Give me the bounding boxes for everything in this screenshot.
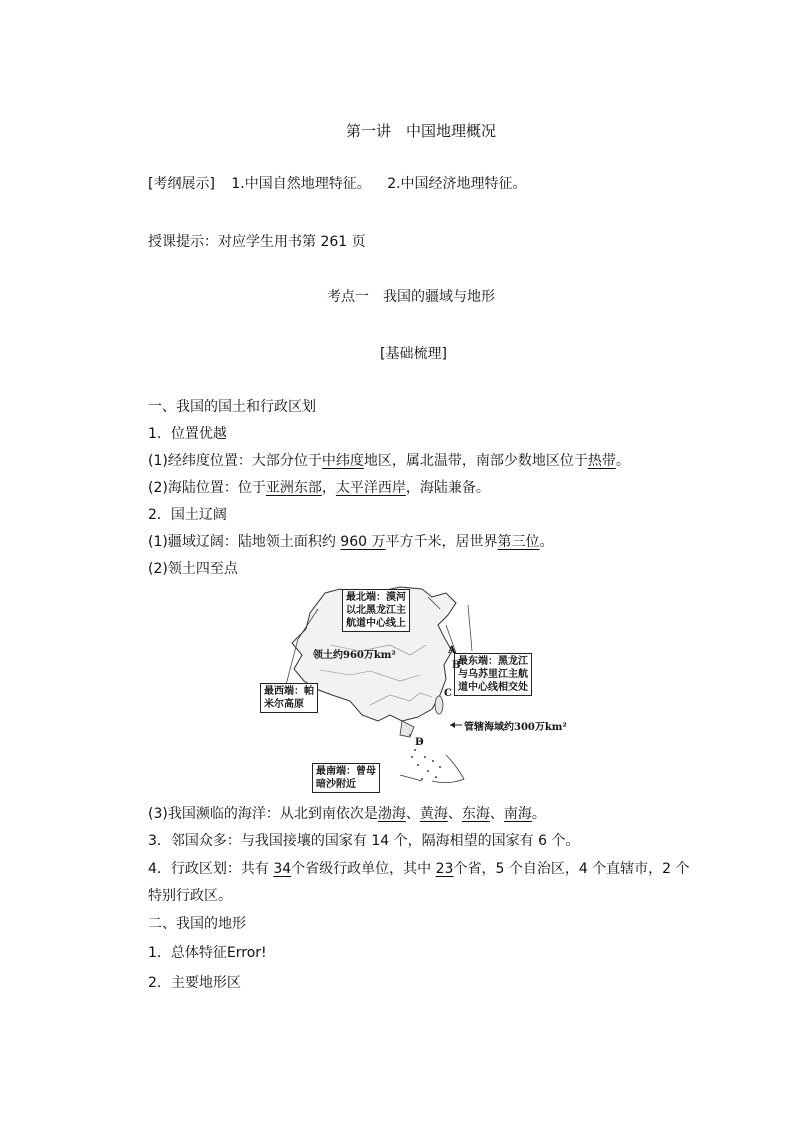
map-territory-area-label: 领土约960万km² bbox=[313, 650, 396, 661]
kaogang-item-1: 1.中国自然地理特征。 bbox=[231, 176, 371, 192]
text-span: 4．行政区划：共有 bbox=[148, 861, 274, 877]
four-extremes-line: (2)领土四至点 bbox=[148, 561, 238, 577]
section-title-kaodian: 考点一 我国的疆域与地形 bbox=[327, 289, 495, 305]
text-span: 个省级行政单位，其中 bbox=[291, 861, 436, 877]
label-line: 最南端：曾母 bbox=[316, 766, 376, 777]
terrain-overall-line: 1．总体特征Error! bbox=[148, 945, 267, 961]
text-span: 地区，属北温带，南部少数地区位于 bbox=[363, 453, 588, 469]
answer-underline: 渤海 bbox=[377, 806, 406, 822]
label-line: 最东端：黑龙江 bbox=[458, 656, 528, 667]
section-heading-2: 二、我国的地形 bbox=[148, 916, 246, 932]
answer-underline: 南海 bbox=[503, 806, 532, 822]
item-territory: 2．国土辽阔 bbox=[148, 507, 227, 523]
seas-line bbox=[148, 804, 546, 824]
answer-underline: 太平洋西岸 bbox=[335, 480, 406, 496]
map-point-c: C bbox=[444, 688, 452, 699]
text-span: 、 bbox=[405, 806, 420, 822]
answer-underline: 热带 bbox=[587, 453, 616, 469]
map-sea-area-label: 管辖海域约300万km² bbox=[464, 722, 567, 733]
label-line: 航道中心线上 bbox=[346, 618, 406, 629]
label-line: 暗沙附近 bbox=[316, 779, 356, 790]
label-line: 最北端：漠河 bbox=[346, 592, 406, 603]
latlon-location-line bbox=[148, 451, 630, 471]
admin-division-line-2: 特别行政区。 bbox=[148, 888, 232, 904]
lecture-hint: 授课提示：对应学生用书第 261 页 bbox=[148, 234, 366, 250]
answer-underline: 亚洲东部 bbox=[265, 480, 322, 496]
kaogang-item-2: 2.中国经济地理特征。 bbox=[387, 176, 527, 192]
map-label-east bbox=[454, 653, 532, 696]
kaogang-label: [考纲展示] bbox=[148, 176, 215, 192]
label-line: 与乌苏里江主航 bbox=[458, 669, 528, 680]
text-span: 个省，5 个自治区，4 个直辖市，2 个 bbox=[453, 861, 690, 877]
section-heading-1: 一、我国的国土和行政区划 bbox=[148, 399, 316, 415]
terrain-regions-line: 2．主要地形区 bbox=[148, 975, 241, 991]
label-line: 米尔高原 bbox=[264, 699, 304, 710]
map-point-a: A bbox=[448, 645, 456, 656]
text-span: (1)疆域辽阔：陆地领土面积约 bbox=[148, 534, 341, 550]
text-span: ，海陆兼备。 bbox=[405, 480, 490, 496]
text-span: (2)海陆位置：位于 bbox=[148, 480, 266, 496]
text-span: 。 bbox=[531, 806, 546, 822]
text-span: 平方千米，居世界 bbox=[385, 534, 498, 550]
answer-underline: 第三位 bbox=[497, 534, 540, 550]
basic-review-heading: [基础梳理] bbox=[380, 346, 447, 362]
map-point-b: B bbox=[452, 660, 461, 671]
sea-land-location-line bbox=[148, 478, 490, 498]
map-label-south bbox=[312, 763, 380, 793]
label-line: 最西端：帕 bbox=[264, 686, 314, 697]
text-span: 。 bbox=[615, 453, 630, 469]
text-span: (3)我国濒临的海洋：从北到南依次是 bbox=[148, 806, 378, 822]
answer-underline: 23 bbox=[435, 861, 454, 877]
territory-area-line bbox=[148, 532, 553, 552]
text-span: ， bbox=[321, 480, 336, 496]
answer-underline: 960 万 bbox=[340, 534, 386, 550]
answer-underline: 东海 bbox=[461, 806, 490, 822]
text-span: 、 bbox=[489, 806, 504, 822]
map-point-d: D bbox=[415, 737, 424, 748]
label-line: 以北黑龙江主 bbox=[346, 605, 406, 616]
text-span: 、 bbox=[447, 806, 462, 822]
text-span: 。 bbox=[539, 534, 554, 550]
text-span: (1)经纬度位置：大部分位于 bbox=[148, 453, 322, 469]
admin-division-line bbox=[148, 859, 690, 879]
china-map-figure bbox=[250, 585, 570, 795]
answer-underline: 34 bbox=[273, 861, 292, 877]
answer-underline: 中纬度 bbox=[321, 453, 364, 469]
neighbors-line: 3．邻国众多：与我国接壤的国家有 14 个，隔海相望的国家有 6 个。 bbox=[148, 833, 580, 849]
map-label-north bbox=[342, 589, 410, 632]
label-line: 道中心线相交处 bbox=[458, 682, 528, 693]
answer-underline: 黄海 bbox=[419, 806, 448, 822]
map-label-west bbox=[260, 683, 318, 713]
kaogang-line bbox=[148, 174, 527, 194]
item-location: 1．位置优越 bbox=[148, 426, 227, 442]
page-title: 第一讲 中国地理概况 bbox=[346, 122, 497, 140]
